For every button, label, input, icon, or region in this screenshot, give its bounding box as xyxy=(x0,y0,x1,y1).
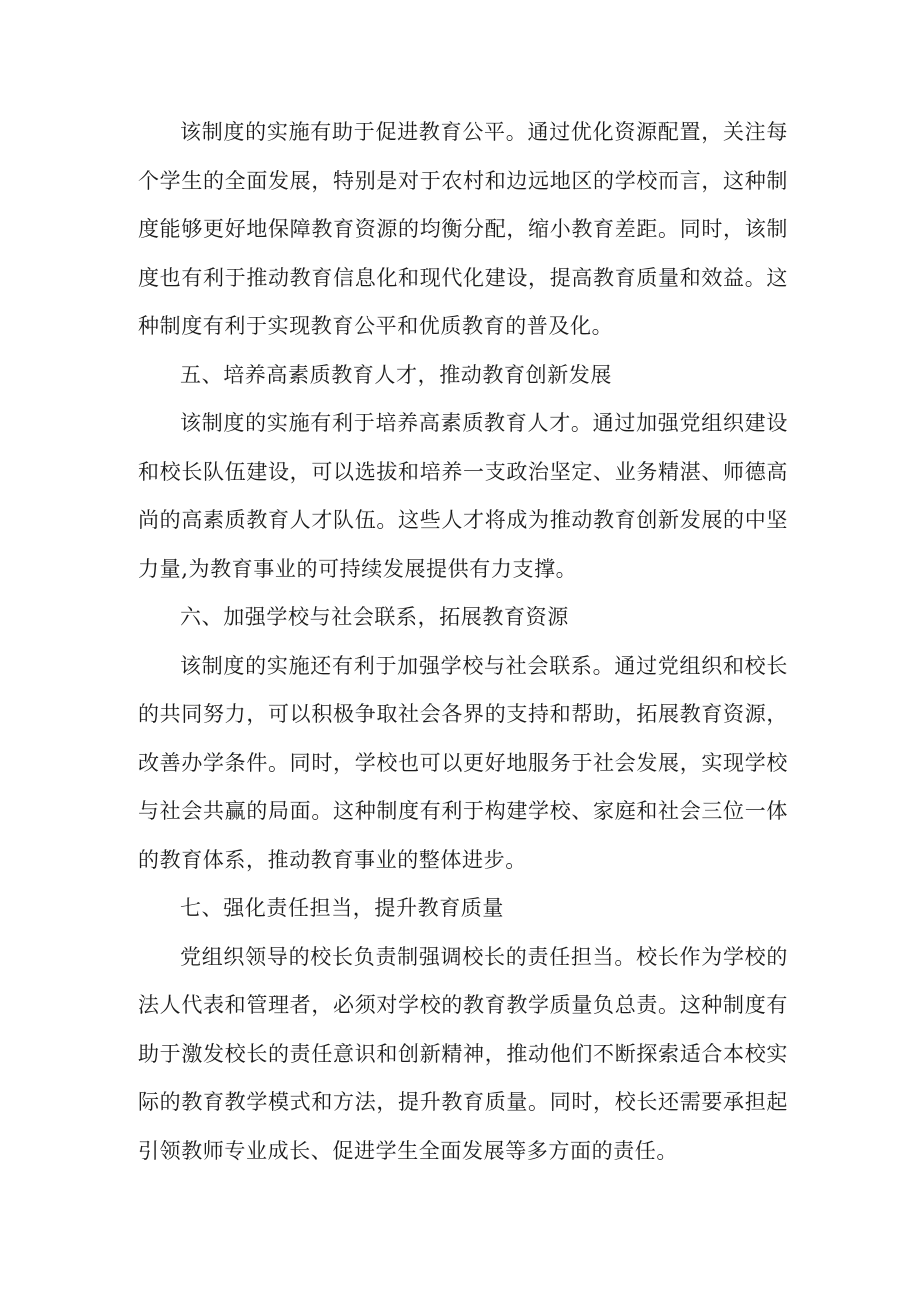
document-body xyxy=(138,108,788,1175)
section-heading-5: 五、培养高素质教育人才，推动教育创新发展 xyxy=(180,362,612,387)
paragraph-responsibility: 党组织领导的校长负责制强调校长的责任担当。校长作为学校的法人代表和管理者，必须对学校的教育教学质量负总责。这种制度有助于激发校长的责任意识和创新精神，推动他们不断探索适合本校实际的教育教学模式和方法，提升教育质量。同时，校长还需要承担起引领教师专业成长、促进学生全面发展等多方面的责任。 xyxy=(138,944,788,1163)
paragraph-talent-cultivation: 该制度的实施有利于培养高素质教育人才。通过加强党组织建设和校长队伍建设，可以选拔和培养一支政治坚定、业务精湛、师德高尚的高素质教育人才队伍。这些人才将成为推动教育创新发展的中坚力量,为教育事业的可持续发展提供有力支撑。 xyxy=(138,411,788,581)
paragraph-education-equity: 该制度的实施有助于促进教育公平。通过优化资源配置，关注每个学生的全面发展，特别是对于农村和边远地区的学校而言，这种制度能够更好地保障教育资源的均衡分配，缩小教育差距。同时，该制度也有利于推动教育信息化和现代化建设，提高教育质量和效益。这种制度有利于实现教育公平和优质教育的普及化。 xyxy=(138,120,788,338)
section-heading-6: 六、加强学校与社会联系，拓展教育资源 xyxy=(180,605,569,629)
section-heading-7: 七、强化责任担当，提升教育质量 xyxy=(180,896,504,920)
paragraph-school-society: 该制度的实施还有利于加强学校与社会联系。通过党组织和校长的共同努力，可以积极争取社会各界的支持和帮助，拓展教育资源，改善办学条件。同时，学校也可以更好地服务于社会发展，实现学校与社会共赢的局面。这种制度有利于构建学校、家庭和社会三位一体的教育体系，推动教育事业的整体进步。 xyxy=(138,653,788,872)
